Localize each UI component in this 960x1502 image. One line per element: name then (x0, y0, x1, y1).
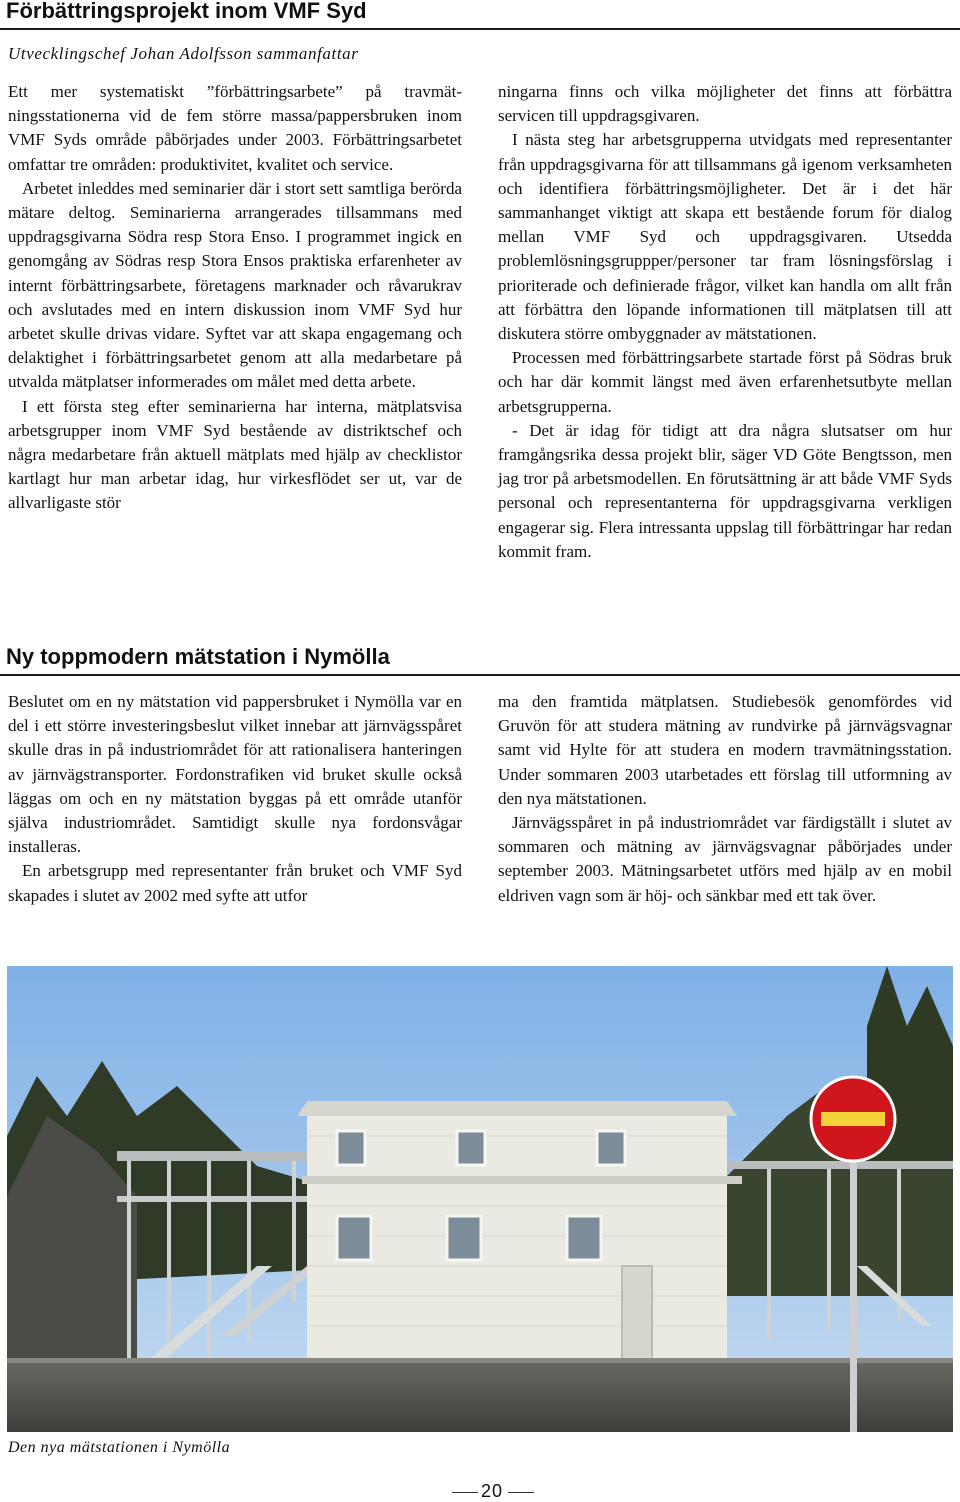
paragraph: En arbetsgrupp med representanter från bruket och VMF Syd skapades i slutet av 2002 med syfte att utfor (8, 861, 462, 905)
paragraph: ma den framtida mätplatsen. Studiebesök genomfördes vid Gruvön för att studera mätning av rundvirke på järnvägsvagnar samt vid Hylte för att studera en modern travmätningsstation. Under sommaren 2003 utarbetades ett förslag till utformning av den nya mätstationen. (498, 692, 952, 808)
station-photo-illustration (7, 966, 953, 1432)
photo-caption: Den nya mätstationen i Nymölla (8, 1439, 231, 1456)
paragraph: ningarna finns och vilka möjligheter det finns att förbättra servicen till uppdragsgivaren. (498, 82, 952, 126)
paragraph: I nästa steg har arbetsgrupperna utvidgats med representanter från uppdragsgivarna för att tillsammans gå igenom verksamheten och identifiera förbättringsmöjligheter. Det är i det här sammanhanget viktigt att skapa ett bestående forum för dialog mellan VMF Syd och uppdragsgivaren. Utsedda problemlösningsgruppper/personer tar fram lösningsförslag i prioriterade och definierade frågor, vilket kan handla om allt från att förbättra den löpande informationen till mätplatsen till att diskutera större ombyggnader av mätstationen. (498, 130, 952, 344)
paragraph: Arbetet inleddes med seminarier där i stort sett samtliga berörda mätare deltog. Seminarierna arrangerades tillsammans med uppdragsgivarna Södra resp Stora Enso. I programmet ingick en genomgång av Södras resp Stora Ensos praktiska erfarenheter av internt förbättringsarbete, företagens marknader och råvarukrav och avslutades med en intern diskussion inom VMF Syd hur arbetet skulle drivas vidare. Syftet var att skapa engagemang och delaktighet i förbättringsarbetet genom att alla medarbetare på utvalda mätplatser informerades om målet med detta arbete. (8, 178, 462, 392)
section-left-column (8, 690, 462, 908)
paragraph: Järnvägsspåret in på industriområdet var färdigställt i slutet av sommaren och mätning av järnvägsvagnar påbörjades under september 2003. Mätningsarbetet utförs med hjälp av en mobil eldriven vagn som är höj- och sänkbar med ett tak över. (498, 813, 952, 905)
article-headline: Förbättringsprojekt inom VMF Syd (6, 0, 367, 23)
paragraph: Ett mer systematiskt ”förbättringsarbete” på travmätningsstationerna vid de fem större massa/pappersbruken inom VMF Syds område påbörjades under 2003. Förbättringsarbetet omfattar tre områden: produktivitet, kvalitet och service. (8, 82, 462, 174)
headline-rule (0, 28, 960, 30)
article-subtitle: Utvecklingschef Johan Adolfsson sammanfattar (8, 44, 359, 63)
section-headline: Ny toppmodern mätstation i Nymölla (6, 644, 390, 669)
page-number-dash-right (508, 1492, 534, 1493)
paragraph: I ett första steg efter seminarierna har interna, mätplatsvisa arbetsgrupper inom VMF Syd bestående av distriktschef och några medarbetare från aktuell mätplats med hjälp av checklistor kartlagt hur man arbetar idag, hur virkesflödet ser ut, var de allvarligaste stör (8, 396, 462, 513)
page-number: 20 (481, 1481, 504, 1501)
paragraph: - Det är idag för tidigt att dra några slutsatser om hur framgångsrika dessa projekt blir, säger VD Göte Bengtsson, men jag tror på arbetsmodellen. En förutsättning är att både VMF Syds personal och representanterna för uppdragsgivarna verkligen engagerar sig. Flera intressanta uppslag till förbättringar har redan kommit fram. (498, 420, 952, 561)
section-right-column (498, 690, 952, 908)
page-number-dash-left (452, 1492, 478, 1493)
paragraph: Processen med förbättringsarbete startade först på Södras bruk och har där kommit längst med även erfarenhetsutbyte mellan arbetsgrupperna. (498, 348, 952, 416)
article-left-column (8, 80, 462, 516)
paragraph: Beslutet om en ny mätstation vid pappersbruket i Nymölla var en del i ett större investeringsbeslut vilket innebar att järnvägsspåret skulle dras in på industriområdet för att rationalisera hanteringen av järnvägstransporter. Fordonstrafiken vid bruket skulle också läggas om och en ny mätstation byggas på ett område utanför själva industriområdet. Samtidigt skulle nya fordonsvågar installeras. (8, 692, 462, 857)
station-photo (7, 966, 953, 1432)
article-right-column (498, 80, 952, 564)
section-rule (0, 674, 960, 676)
